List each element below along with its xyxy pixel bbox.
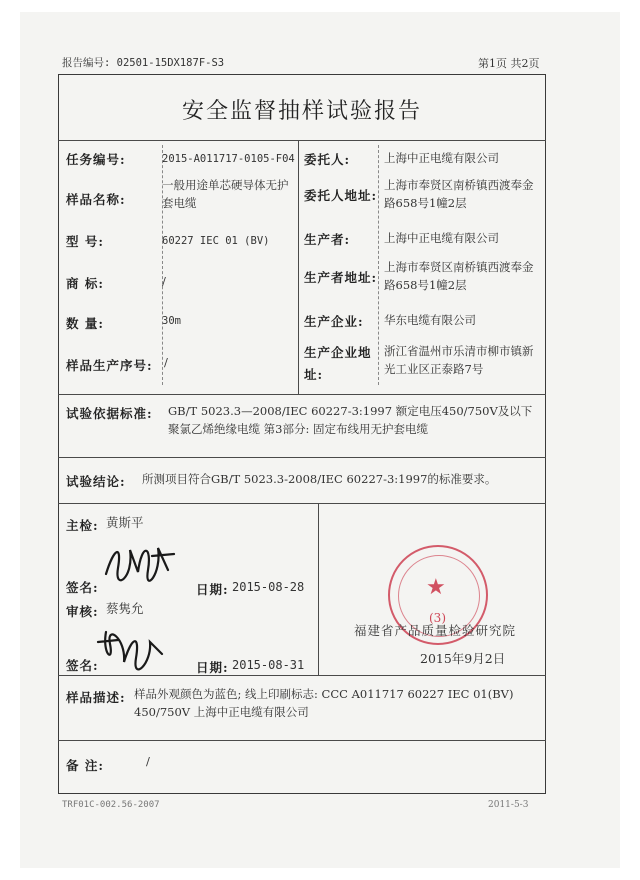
sample-name-label: 样品名称: xyxy=(66,192,126,207)
serial-no-label: 样品生产序号: xyxy=(66,358,153,373)
conclusion-value: 所测项目符合GB/T 5023.3-2008/IEC 60227-3:1997的标准要求。 xyxy=(142,472,497,486)
producer-address-label: 生产者地址: xyxy=(304,270,378,285)
client-address-label: 委托人地址: xyxy=(304,188,378,203)
remarks-label: 备 注: xyxy=(66,758,104,773)
rule-column-divider xyxy=(298,140,299,394)
model-label: 型 号: xyxy=(66,234,104,249)
manufacturer-value: 华东电缆有限公司 xyxy=(384,313,476,327)
task-no-value: 2015-A011717-0105-F04 xyxy=(162,153,295,165)
producer-value: 上海中正电缆有限公司 xyxy=(384,231,499,245)
sample-name-value: 一般用途单芯硬导体无护套电缆 xyxy=(162,178,289,210)
sign-label-1: 签名: xyxy=(66,580,99,595)
date-value-2: 2015-08-31 xyxy=(232,658,305,672)
inspector-name: 黄斯平 xyxy=(106,515,144,530)
rule-fields-bottom xyxy=(58,394,546,395)
producer-address-value: 上海市奉贤区南桥镇西渡奉金路658号1幢2层 xyxy=(384,260,534,292)
remarks-value: / xyxy=(146,754,150,768)
sign-label-2: 签名: xyxy=(66,658,99,673)
model-value: 60227 IEC 01 (BV) xyxy=(162,235,270,247)
client-value: 上海中正电缆有限公司 xyxy=(384,151,499,165)
form-code: TRF01C-002.56-2007 xyxy=(62,800,160,810)
report-number: 报告编号: 02501-15DX187F-S3 xyxy=(62,57,225,69)
inspector-signature xyxy=(100,534,180,586)
description-label: 样品描述: xyxy=(66,690,126,705)
issue-date: 2015年9月2日 xyxy=(420,651,506,666)
page-info: 第1页 共2页 xyxy=(478,57,540,70)
date-label-2: 日期: xyxy=(196,660,229,675)
client-address-value: 上海市奉贤区南桥镇西渡奉金路658号1幢2层 xyxy=(384,178,534,210)
manufacturer-address-value: 浙江省温州市乐清市柳市镇新光工业区正泰路7号 xyxy=(384,344,534,376)
rule-description-bottom xyxy=(58,740,546,741)
rule-conclusion-bottom xyxy=(58,503,546,504)
quantity-label: 数 量: xyxy=(66,316,104,331)
trademark-label: 商 标: xyxy=(66,276,104,291)
basis-value: GB/T 5023.3—2008/IEC 60227-3:1997 额定电压450/750V及以下聚氯乙烯绝缘电缆 第3部分: 固定布线用无护套电缆 xyxy=(168,404,533,436)
quantity-value: 30m xyxy=(162,315,181,327)
basis-label: 试验依据标准: xyxy=(66,406,153,421)
trademark-value: / xyxy=(162,274,166,288)
report-title: 安全监督抽样试验报告 xyxy=(181,99,422,124)
task-no-label: 任务编号: xyxy=(66,152,126,167)
manufacturer-address-label: 生产企业地址: xyxy=(304,345,372,382)
rule-approval-bottom xyxy=(58,675,546,676)
description-value: 样品外观颜色为蓝色; 线上印刷标志: CCC A011717 60227 IEC 01(BV) 450/750V 上海中正电缆有限公司 xyxy=(134,687,514,719)
institute-name: 福建省产品质量检验研究院 xyxy=(354,623,517,638)
reviewer-signature xyxy=(92,624,172,672)
reviewer-name: 蔡隽允 xyxy=(106,601,144,616)
rule-title-bottom xyxy=(58,140,546,141)
manufacturer-label: 生产企业: xyxy=(304,314,364,329)
rule-approval-divider xyxy=(318,503,319,675)
reviewer-label: 审核: xyxy=(66,604,99,619)
rule-basis-bottom xyxy=(58,457,546,458)
conclusion-label: 试验结论: xyxy=(66,474,126,489)
producer-label: 生产者: xyxy=(304,232,351,247)
client-label: 委托人: xyxy=(304,152,351,167)
date-value-1: 2015-08-28 xyxy=(232,580,305,594)
stamp-star-icon: ★ xyxy=(426,575,446,600)
stamp-number: (3) xyxy=(429,611,446,625)
date-label-1: 日期: xyxy=(196,582,229,597)
serial-no-value: / xyxy=(164,355,168,369)
form-date: 2011-5-3 xyxy=(488,800,529,810)
inspector-label: 主检: xyxy=(66,518,99,533)
